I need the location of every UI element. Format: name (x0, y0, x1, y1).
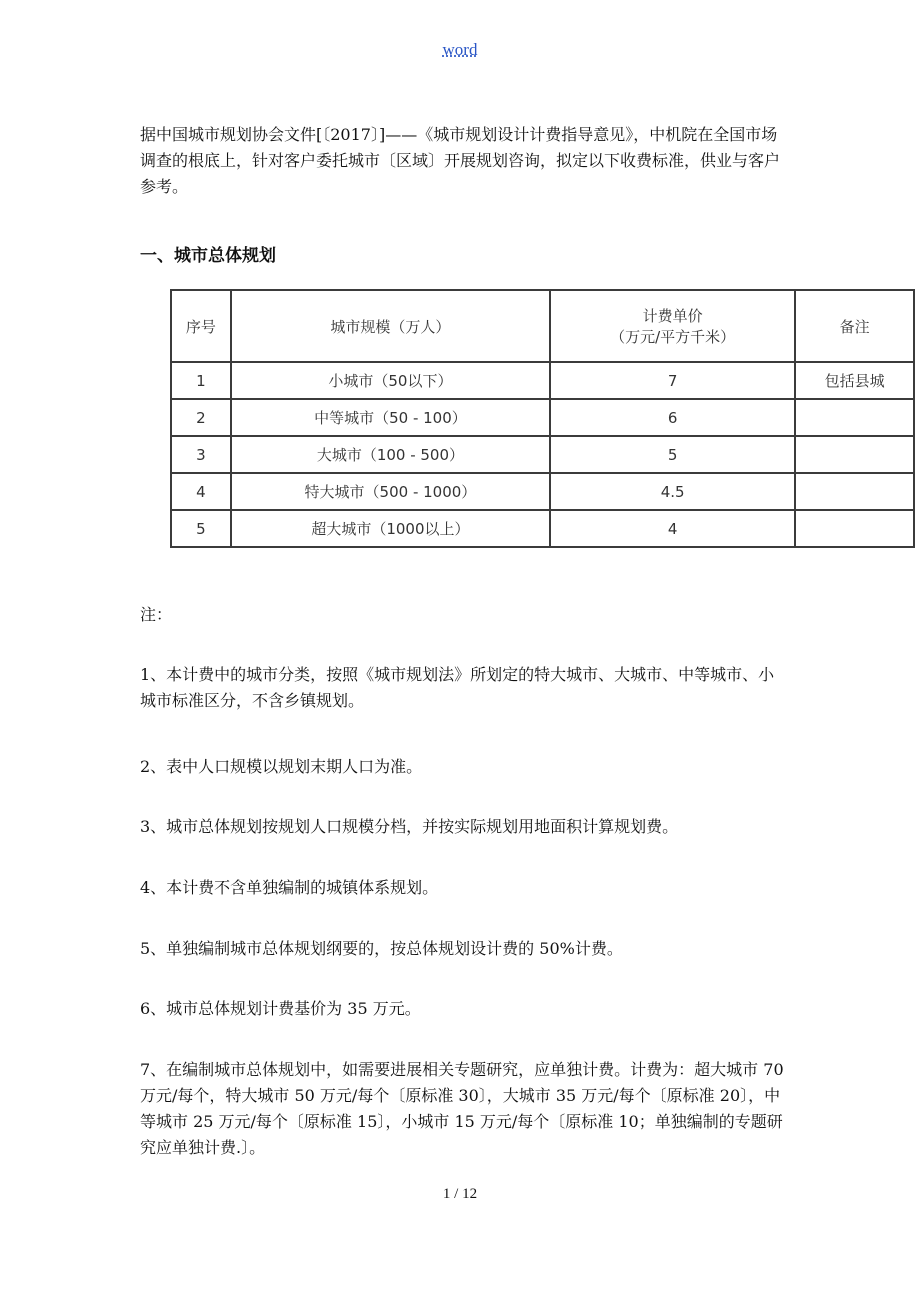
header-no: 序号 (171, 290, 231, 362)
table-row (171, 510, 914, 547)
header-price-title: 计费单价 (642, 307, 703, 325)
cell-price: 4 (550, 510, 795, 547)
cell-scale: 超大城市（1000以上） (231, 510, 550, 547)
table-header-row (171, 290, 914, 362)
table-row (171, 473, 914, 510)
note-2: 2、表中人口规模以规划末期人口为准。 (140, 757, 423, 776)
header-link[interactable]: word (442, 40, 478, 59)
table-row (171, 399, 914, 436)
cell-note: 包括县城 (795, 362, 914, 399)
table-row (171, 362, 914, 399)
fee-table (170, 289, 915, 548)
cell-note (795, 510, 914, 547)
note-7: 7、在编制城市总体规划中，如需要进展相关专题研究，应单独计费。计费为：超大城市 70 万元/每个，特大城市 50 万元/每个〔原标准 30〕，大城市 35 万元/每个〔原标准 20〕，中等城市 25 万元/每个〔原标准 15〕，小城市 15 万元/每个〔原标准 10；单独编制的专题研究应单独计费.〕。 (140, 1060, 784, 1157)
section-heading: 一、城市总体规划 (140, 246, 276, 266)
note-5: 5、单独编制城市总体规划纲要的，按总体规划设计费的 50%计费。 (140, 939, 623, 958)
cell-note (795, 399, 914, 436)
cell-price: 5 (550, 436, 795, 473)
header-scale: 城市规模（万人） (231, 290, 550, 362)
note-6: 6、城市总体规划计费基价为 35 万元。 (140, 999, 421, 1018)
table-row (171, 436, 914, 473)
cell-scale: 大城市（100 - 500） (231, 436, 550, 473)
notes-label: 注： (140, 605, 173, 624)
note-1: 1、本计费中的城市分类，按照《城市规划法》所划定的特大城市、大城市、中等城市、小城市标准区分，不含乡镇规划。 (140, 665, 775, 710)
page-number: 1 / 12 (442, 1186, 478, 1202)
note-3: 3、城市总体规划按规划人口规模分档，并按实际规划用地面积计算规划费。 (140, 817, 679, 836)
note-4: 4、本计费不含单独编制的城镇体系规划。 (140, 878, 439, 897)
cell-no: 3 (171, 436, 231, 473)
cell-scale: 小城市（50以下） (231, 362, 550, 399)
header-note: 备注 (795, 290, 914, 362)
header-price-unit: （万元/平方千米） (610, 328, 736, 346)
cell-scale: 中等城市（50 - 100） (231, 399, 550, 436)
cell-no: 4 (171, 473, 231, 510)
cell-no: 2 (171, 399, 231, 436)
cell-price: 6 (550, 399, 795, 436)
header-price (550, 290, 795, 362)
cell-note (795, 473, 914, 510)
cell-note (795, 436, 914, 473)
cell-price: 7 (550, 362, 795, 399)
intro-paragraph: 据中国城市规划协会文件[〔2017〕]——《城市规划设计计费指导意见》，中机院在全国市场调查的根底上，针对客户委托城市〔区域〕开展规划咨询，拟定以下收费标准，供业与客户参考。 (140, 125, 781, 196)
cell-scale: 特大城市（500 - 1000） (231, 473, 550, 510)
cell-price: 4.5 (550, 473, 795, 510)
cell-no: 5 (171, 510, 231, 547)
cell-no: 1 (171, 362, 231, 399)
